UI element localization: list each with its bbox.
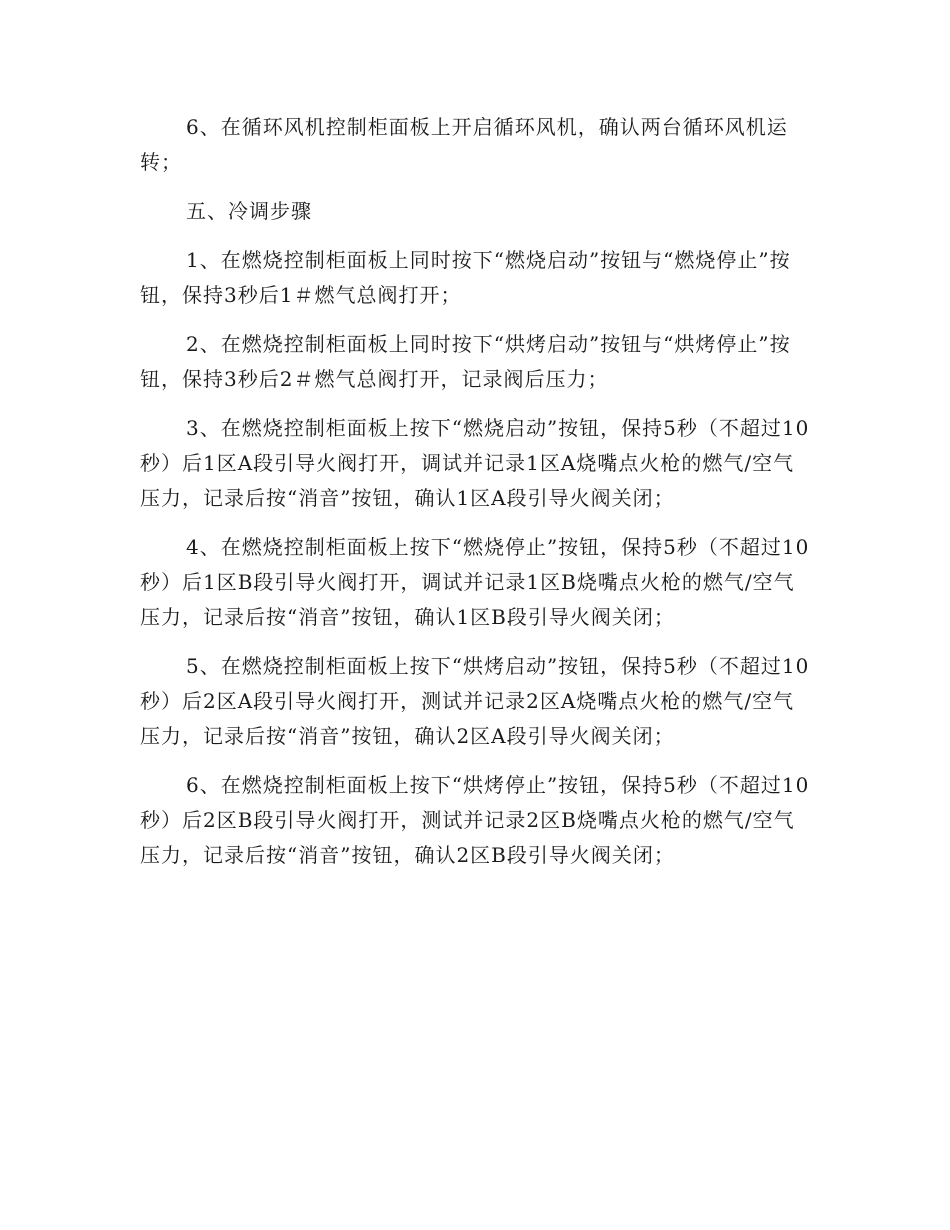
section-heading-cold-tuning: 五、冷调步骤: [186, 199, 312, 223]
paragraph-step-4: 4、在燃烧控制柜面板上按下“燃烧停止”按钮，保持5秒（不超过10秒）后1区B段引导火阀打开，调试并记录1区B烧嘴点火枪的燃气/空气压力，记录后按“消音”按钮，确认1区B段引导火阀关闭；: [140, 535, 810, 629]
paragraph-step-5: 5、在燃烧控制柜面板上按下“烘烤启动”按钮，保持5秒（不超过10秒）后2区A段引导火阀打开，测试并记录2区A烧嘴点火枪的燃气/空气压力，记录后按“消音”按钮，确认2区A段引导火阀关闭；: [140, 654, 810, 748]
paragraph-step-6: 6、在燃烧控制柜面板上按下“烘烤停止”按钮，保持5秒（不超过10秒）后2区B段引导火阀打开，测试并记录2区B烧嘴点火枪的燃气/空气压力，记录后按“消音”按钮，确认2区B段引导火阀关闭；: [140, 773, 810, 867]
paragraph-fan-start: 6、在循环风机控制柜面板上开启循环风机，确认两台循环风机运转；: [140, 115, 788, 174]
paragraph-step-1: 1、在燃烧控制柜面板上同时按下“燃烧启动”按钮与“燃烧停止”按钮，保持3秒后1＃燃气总阀打开；: [140, 248, 791, 307]
paragraph-step-3: 3、在燃烧控制柜面板上按下“燃烧启动”按钮，保持5秒（不超过10秒）后1区A段引导火阀打开，调试并记录1区A烧嘴点火枪的燃气/空气压力，记录后按“消音”按钮，确认1区A段引导火阀关闭；: [140, 416, 810, 510]
paragraph-step-2: 2、在燃烧控制柜面板上同时按下“烘烤启动”按钮与“烘烤停止”按钮，保持3秒后2＃燃气总阀打开，记录阀后压力；: [140, 332, 791, 391]
document-body: [140, 110, 810, 887]
